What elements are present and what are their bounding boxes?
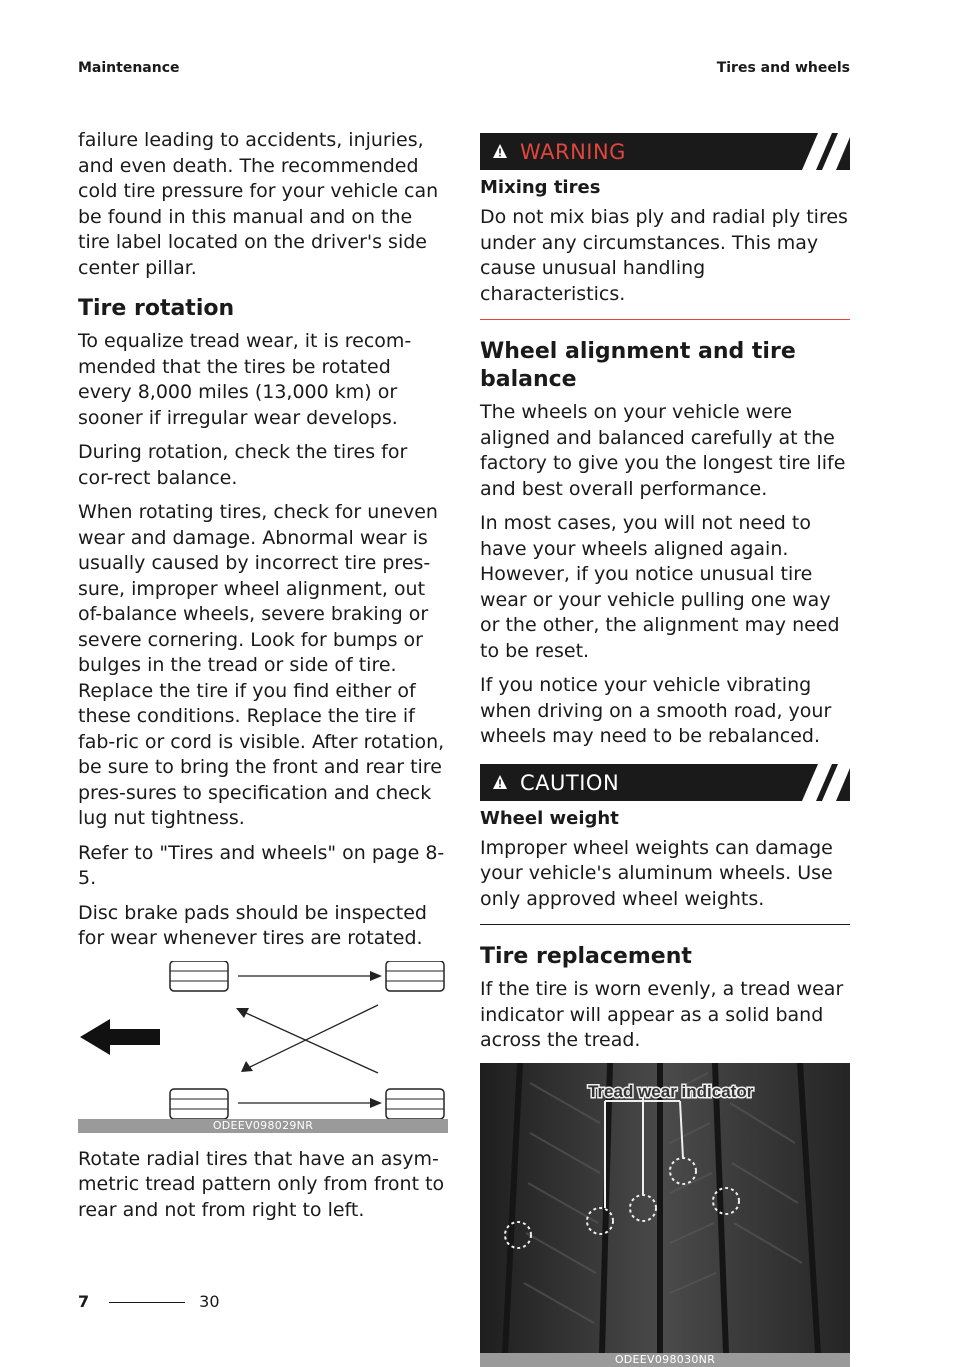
page-number: 30 (199, 1292, 220, 1311)
footer-rule (109, 1302, 185, 1303)
tire-replacement-heading: Tire replacement (480, 944, 692, 969)
banner-slashes-icon (790, 133, 850, 170)
caution-label: CAUTION (520, 770, 620, 795)
warning-text: Do not mix bias ply and radial ply tires under any circumstances. This may cause unusual handling characteristics. (480, 206, 848, 305)
warning-title: Mixing tires (480, 177, 601, 198)
alignment-paragraph-3: If you notice your vehicle vibrating when driving on a smooth road, your wheels may need to be rebalanced. (480, 674, 832, 747)
tread-wear-photo (480, 1063, 850, 1353)
warning-label: WARNING (520, 140, 626, 164)
rotation-paragraph-4: Refer to "Tires and wheels" on page 8-5. (78, 841, 445, 889)
caution-title: Wheel weight (480, 807, 619, 829)
warning-divider (480, 319, 850, 320)
replacement-paragraph-1: If the tire is worn evenly, a tread wear indicator will appear as a solid band across the tread. (480, 978, 844, 1051)
header-chapter-title: Tires and wheels (716, 60, 850, 76)
alignment-paragraph-1: The wheels on your vehicle were aligned and balanced carefully at the factory to give you the longest tire life and best overall performance. (480, 401, 846, 500)
figure-code-right: ODEEV098030NR (480, 1353, 850, 1367)
tire-rotation-heading: Tire rotation (78, 296, 235, 321)
caution-triangle-icon (493, 775, 507, 789)
rotation-paragraph-1: To equalize tread wear, it is recom-mended that the tires be rotated every 8,000 miles (13,000 km) or sooner if irregular wear develops. (78, 330, 412, 429)
right-column (480, 133, 850, 1367)
page-footer (78, 1292, 220, 1311)
header-section: Maintenance (78, 60, 180, 76)
rotation-paragraph-5: Disc brake pads should be inspected for wear whenever tires are rotated. (78, 901, 427, 949)
rotation-paragraph-6: Rotate radial tires that have an asym-metric tread pattern only from front to rear and not from right to left. (78, 1147, 445, 1221)
alignment-paragraph-2: In most cases, you will not need to have your wheels aligned again. However, if you notice unusual tire wear or your vehicle pulling one way or the other, the alignment may need to be reset. (480, 512, 840, 662)
forward-direction-arrow-icon (80, 1019, 160, 1055)
warning-banner (480, 133, 850, 170)
intro-paragraph: failure leading to accidents, injuries, and even death. The recommended cold tire pressure for your vehicle can be found in this manual and on the tire label located on the driver's side center pillar. (78, 129, 439, 279)
tire-front-right-icon (386, 961, 444, 991)
left-column (78, 128, 448, 1232)
wheel-alignment-heading: Wheel alignment and tire balance (480, 339, 796, 392)
tire-rotation-diagram (78, 961, 448, 1119)
arrow-bottom-right-icon (238, 1098, 382, 1108)
caution-slashes-icon (790, 764, 850, 801)
tire-rear-right-icon (386, 1089, 444, 1119)
rotation-paragraph-2: During rotation, check the tires for cor-rect balance. (78, 441, 408, 489)
rotation-paragraph-3: When rotating tires, check for uneven wear and damage. Abnormal wear is usually caused by incorrect tire pres-sure, improper wheel alignment, out of-balance wheels, severe braking or severe cornering. Look for bumps or bulges in the tread or side of tire. Replace the tire if you find either of these conditions. Replace the tire if fab-ric or cord is visible. After rotation, be sure to bring the front and rear tire pres-sures to specification and check lug nut tightness. (78, 501, 445, 829)
tread-wear-label: Tread wear indicator (588, 1081, 754, 1101)
chapter-number: 7 (78, 1292, 90, 1311)
arrow-top-right-icon (238, 971, 382, 981)
arrow-cross-down-left-icon (241, 1005, 378, 1072)
tire-front-left-icon (170, 961, 228, 991)
tire-rear-left-icon (170, 1089, 228, 1119)
rotation-diagram-svg (78, 961, 448, 1119)
tread-wear-photo-svg (480, 1063, 850, 1353)
figure-code-left: ODEEV098029NR (78, 1119, 448, 1133)
caution-text: Improper wheel weights can damage your vehicle's aluminum wheels. Use only approved wheel weights. (480, 836, 833, 910)
caution-divider (480, 924, 850, 925)
warning-triangle-icon (493, 144, 507, 158)
caution-banner (480, 764, 850, 801)
